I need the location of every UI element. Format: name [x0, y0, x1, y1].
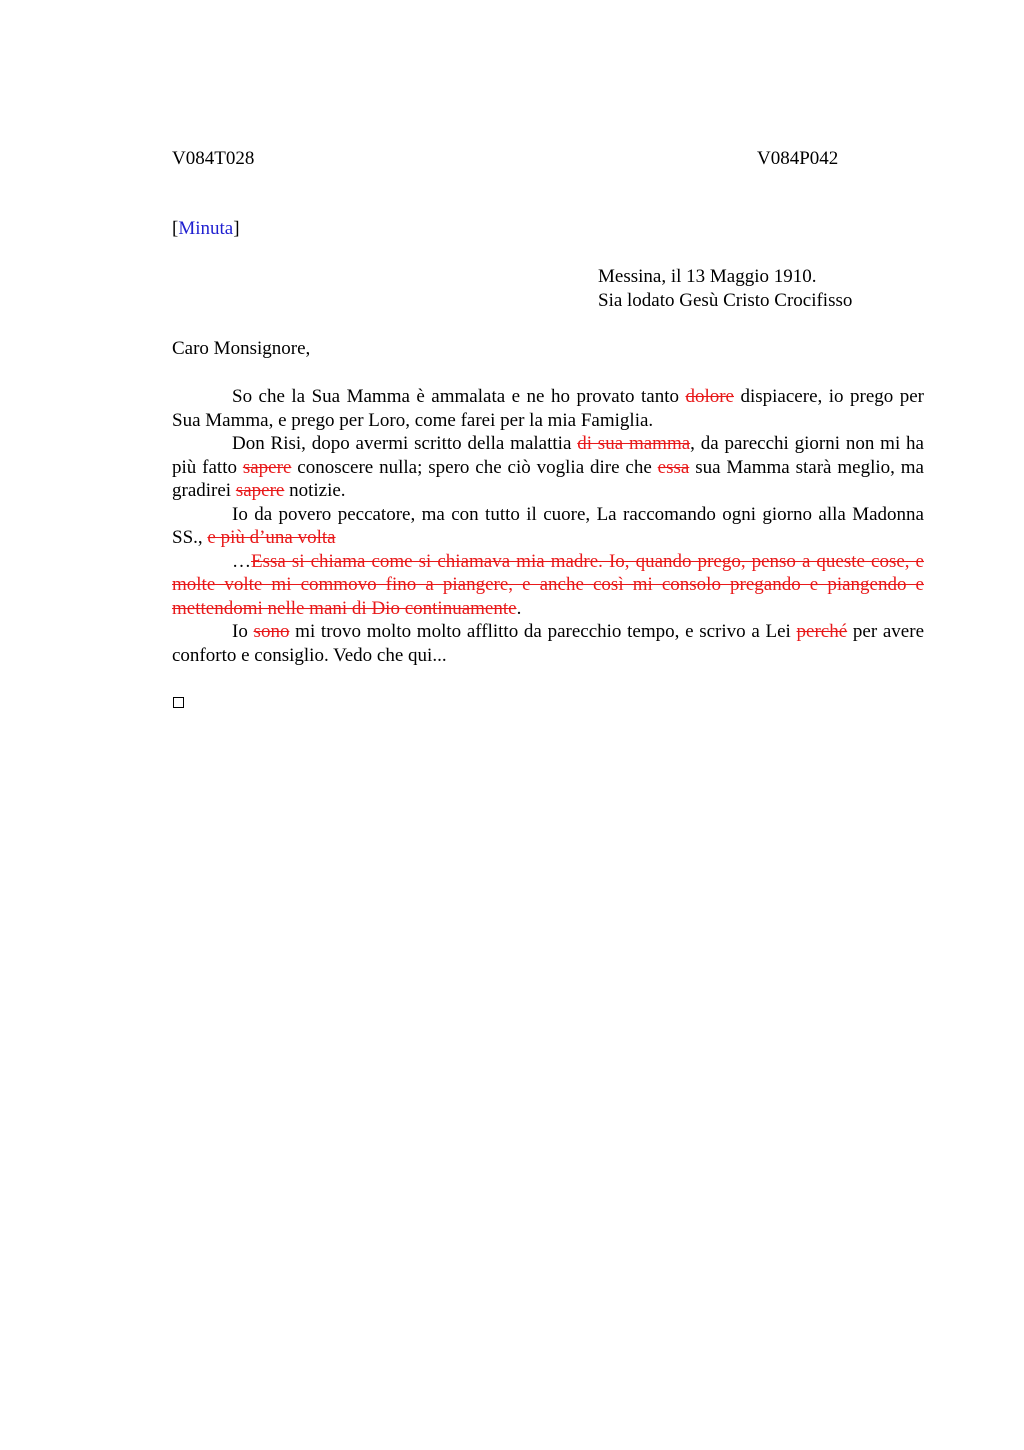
deleted-text: essa [657, 456, 690, 478]
deleted-text: dolore [685, 386, 734, 407]
bracket-open: [ [172, 218, 179, 239]
document-code-right: V084P042 [757, 148, 839, 169]
invocation: Sia lodato Gesù Cristo Crocifisso [598, 290, 853, 311]
minuta-label [172, 217, 240, 241]
deleted-text: perché [796, 621, 848, 642]
text-segment: conoscere nulla; spero che ciò voglia dire che [291, 456, 658, 478]
salutation: Caro Monsignore, [172, 338, 311, 359]
document-code-left: V084T028 [172, 148, 255, 169]
paragraph [172, 620, 924, 667]
checkbox-square-icon [173, 697, 184, 708]
place-date: Messina, il 13 Maggio 1910. [598, 266, 817, 287]
text-segment: , da parecchi giorni non mi ha più fatto [172, 433, 924, 478]
text-segment: sua Mamma starà meglio, ma gradirei [172, 456, 924, 501]
text-segment: dispiacere, io prego per Sua Mamma, e prego per Loro, come farei per la mia Famiglia. [172, 386, 924, 431]
bracket-close: ] [233, 218, 240, 239]
text-segment: Don Risi, dopo avermi scritto della malattia [232, 433, 578, 454]
text-segment: mi trovo molto molto afflitto da parecchio tempo, e scrivo a Lei [289, 621, 797, 642]
text-segment: notizie. [284, 480, 346, 501]
deleted-text: di sua mamma [577, 433, 691, 454]
deleted-text: e più d’una volta [207, 527, 336, 548]
minuta-text: Minuta [178, 218, 234, 239]
text-segment: . [516, 597, 522, 619]
text-segment: Io da povero peccatore, ma con tutto il cuore, La raccomando ogni giorno alla Madonna SS., [172, 503, 924, 548]
letter-body [172, 385, 924, 667]
paragraph [172, 432, 924, 503]
deleted-text: Essa si chiama come si chiamava mia madre. Io, quando prego, penso a queste cose, e molte volte mi commovo fino a piangere, e anche così mi consolo pregando e piangendo e mettendomi nelle mani di Dio continuamente [172, 550, 924, 619]
paragraph [172, 503, 924, 550]
deleted-text: sapere [235, 480, 285, 501]
paragraph [172, 385, 924, 432]
text-segment: … [232, 550, 251, 572]
dateline [598, 265, 852, 313]
text-segment: Io [232, 621, 254, 642]
text-segment: So che la Sua Mamma è ammalata e ne ho provato tanto [232, 386, 686, 407]
document-codes [172, 147, 844, 171]
text-segment: per avere conforto e consiglio. Vedo che qui... [172, 621, 924, 666]
deleted-text: sapere [242, 456, 292, 478]
paragraph [172, 550, 924, 621]
deleted-text: sono [253, 621, 290, 642]
